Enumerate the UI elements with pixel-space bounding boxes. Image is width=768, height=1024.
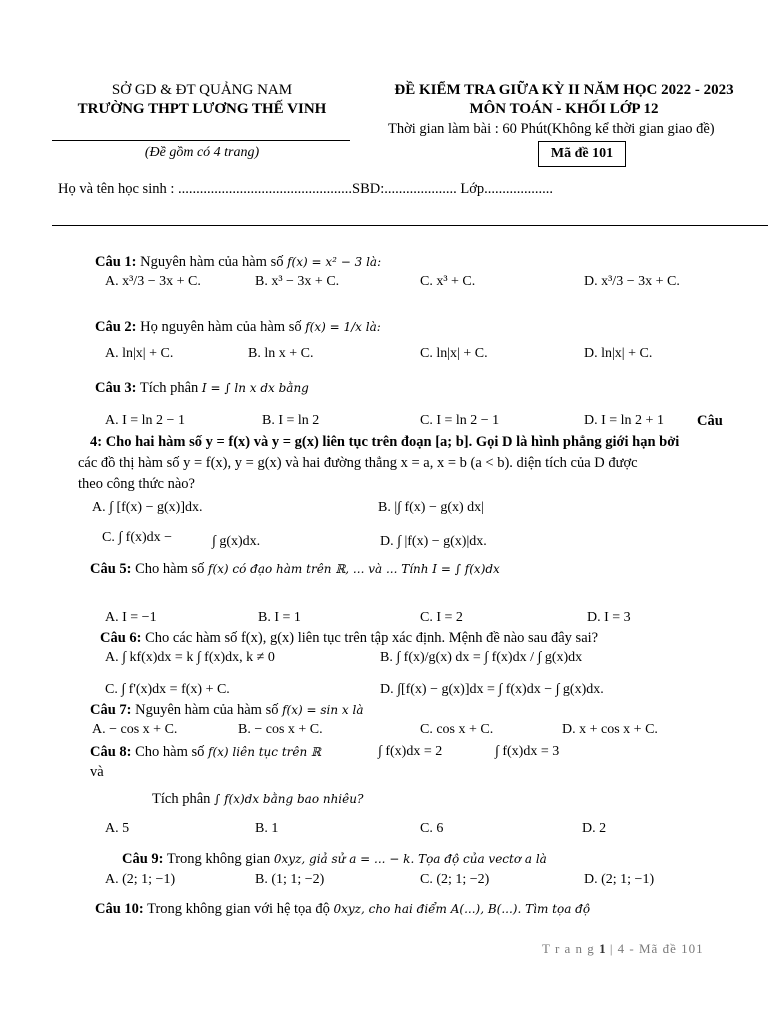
question-label: Câu 10: [95,901,144,917]
question-label: Câu 6: [100,630,142,646]
footer-trang: T r a n g [542,941,595,956]
department-name: SỞ GD & ĐT QUẢNG NAM [111,82,293,98]
q8-option-b[interactable]: B. 1 [255,821,279,836]
time-allowed: Thời gian làm bài : 60 Phút(Không kể thời gian giao đề) [388,121,715,137]
question-8-ask-math: ∫ f(x)dx bằng bao nhiêu? [214,792,364,806]
q4-option-d[interactable]: D. ∫ |f(x) − g(x)|dx. [380,534,487,549]
question-4-line-3: theo công thức nào? [78,476,195,492]
q8-option-a[interactable]: A. 5 [105,821,130,836]
subject-title: MÔN TOÁN - KHỐI LỚP 12 [469,101,659,117]
question-8 [90,744,321,761]
question-math: 0xyz, giả sử a = ... − k. Tọa độ của vectơ a là [273,852,547,866]
question-8-ask-label: Tích phân [152,791,211,807]
q7-option-c[interactable]: C. cos x + C. [420,722,494,737]
q2-option-a[interactable]: A. ln|x| + C. [105,346,174,361]
q5-option-d[interactable]: D. I = 3 [587,610,631,625]
question-label: Câu 1: [95,254,137,270]
school-name: TRƯỜNG THPT LƯƠNG THẾ VINH [77,101,327,117]
q4-option-c-part-1: C. ∫ f(x)dx − [102,530,173,545]
q9-option-b[interactable]: B. (1; 1; −2) [255,872,325,887]
q1-option-c[interactable]: C. x³ + C. [420,274,476,289]
q9-option-a[interactable]: A. (2; 1; −1) [105,872,176,887]
question-text: Cho hàm số [135,561,205,577]
question-text: Trong không gian với hệ tọa độ [147,901,330,917]
question-8-and: và [90,764,104,780]
question-text: Tích phân [139,380,199,396]
question-4-text: 4: Cho hai hàm số y = f(x) và y = g(x) liên tục trên đoạn [a; b]. Gọi D là hình phẳng giới hạn bởi [90,434,680,450]
question-1 [95,254,381,271]
question-math: I = ∫ ln x dx bằng [201,381,309,395]
q2-option-c[interactable]: C. ln|x| + C. [420,346,488,361]
question-text: Nguyên hàm của hàm số [135,702,279,718]
question-4-line-1 [90,434,679,451]
q8-option-d[interactable]: D. 2 [582,821,607,836]
q6-option-a[interactable]: A. ∫ kf(x)dx = k ∫ f(x)dx, k ≠ 0 [105,650,275,665]
q5-option-c[interactable]: C. I = 2 [420,610,463,625]
q3-option-b[interactable]: B. I = ln 2 [262,413,320,428]
page-footer [542,941,704,957]
question-text: Cho các hàm số f(x), g(x) liên tục trên tập xác định. Mệnh đề nào sau đây sai? [145,630,599,646]
question-10 [95,901,590,918]
footer-page-number: 1 [599,941,606,956]
q7-option-a[interactable]: A. − cos x + C. [92,722,178,737]
question-math: f(x) có đạo hàm trên ℝ, ... và ... Tính I = ∫ f(x)dx [208,562,500,576]
question-4-line-2: các đồ thị hàm số y = f(x), y = g(x) và hai đường thẳng x = a, x = b (a < b). diện tích của D được [78,455,638,471]
q7-option-b[interactable]: B. − cos x + C. [238,722,323,737]
q4-option-a[interactable]: A. ∫ [f(x) − g(x)]dx. [92,500,203,515]
question-label: Câu 2: [95,319,137,335]
q6-option-d[interactable]: D. ∫[f(x) − g(x)]dx = ∫ f(x)dx − ∫ g(x)dx. [380,682,604,697]
question-math: 0xyz, cho hai điểm A(...), B(...). Tìm tọa độ [333,902,591,916]
q3-option-a[interactable]: A. I = ln 2 − 1 [105,413,185,428]
exam-code-box: Mã đề 101 [538,141,626,167]
q1-option-b[interactable]: B. x³ − 3x + C. [255,274,340,289]
question-label: Câu 5: [90,561,132,577]
question-9 [122,851,547,868]
footer-rest: | 4 - Mã đề 101 [609,941,704,956]
question-text: Cho hàm số [135,744,205,760]
q2-option-b[interactable]: B. ln x + C. [248,346,314,361]
question-6 [100,630,598,647]
q7-option-d[interactable]: D. x + cos x + C. [562,722,658,737]
question-7 [90,702,363,719]
question-label: Câu 8: [90,744,132,760]
q1-option-d[interactable]: D. x³/3 − 3x + C. [584,274,680,289]
question-label: Câu 3: [95,380,137,396]
q8-option-c[interactable]: C. 6 [420,821,444,836]
exam-title: ĐỀ KIỂM TRA GIỮA KỲ II NĂM HỌC 2022 - 2023 [394,82,734,98]
q6-option-b[interactable]: B. ∫ f(x)/g(x) dx = ∫ f(x)dx / ∫ g(x)dx [380,650,583,665]
q6-option-c[interactable]: C. ∫ f'(x)dx = f(x) + C. [105,682,230,697]
q3-option-d[interactable]: D. I = ln 2 + 1 [584,413,664,428]
q9-option-d[interactable]: D. (2; 1; −1) [584,872,655,887]
question-label: Câu 9: [122,851,164,867]
question-2 [95,319,381,336]
q8-given-integral-1: ∫ f(x)dx = 2 [378,744,443,759]
q5-option-b[interactable]: B. I = 1 [258,610,301,625]
q9-option-c[interactable]: C. (2; 1; −2) [420,872,490,887]
question-math: f(x) = x² − 3 là: [287,255,382,269]
question-math: f(x) = 1/x là: [305,320,381,334]
question-text: Trong không gian [166,851,271,867]
question-math: f(x) liên tục trên ℝ [208,745,321,759]
header-divider-short [52,140,350,141]
question-3 [95,380,309,397]
q4-option-c[interactable] [102,530,172,546]
q2-option-d[interactable]: D. ln|x| + C. [584,346,653,361]
question-text: Nguyên hàm của hàm số [140,254,284,270]
pages-note: (Đề gồm có 4 trang) [144,145,260,160]
q5-option-a[interactable]: A. I = −1 [105,610,157,625]
q4-option-b[interactable]: B. |∫ f(x) − g(x) dx| [378,500,484,515]
question-label: Câu 7: [90,702,132,718]
q1-option-a[interactable]: A. x³/3 − 3x + C. [105,274,201,289]
student-info-line: Họ và tên học sinh : ................................................SBD:.................... Lớp................... [58,181,554,197]
q4-option-c-part-2: ∫ g(x)dx. [212,534,261,549]
question-text: Họ nguyên hàm của hàm số [140,319,302,335]
question-math: f(x) = sin x là [282,703,364,717]
question-8-ask [152,791,363,808]
question-4-label-start: Câu [697,413,723,429]
q3-option-c[interactable]: C. I = ln 2 − 1 [420,413,500,428]
q8-given-integral-2: ∫ f(x)dx = 3 [495,744,560,759]
header-divider-long [52,225,768,226]
question-5 [90,561,500,578]
